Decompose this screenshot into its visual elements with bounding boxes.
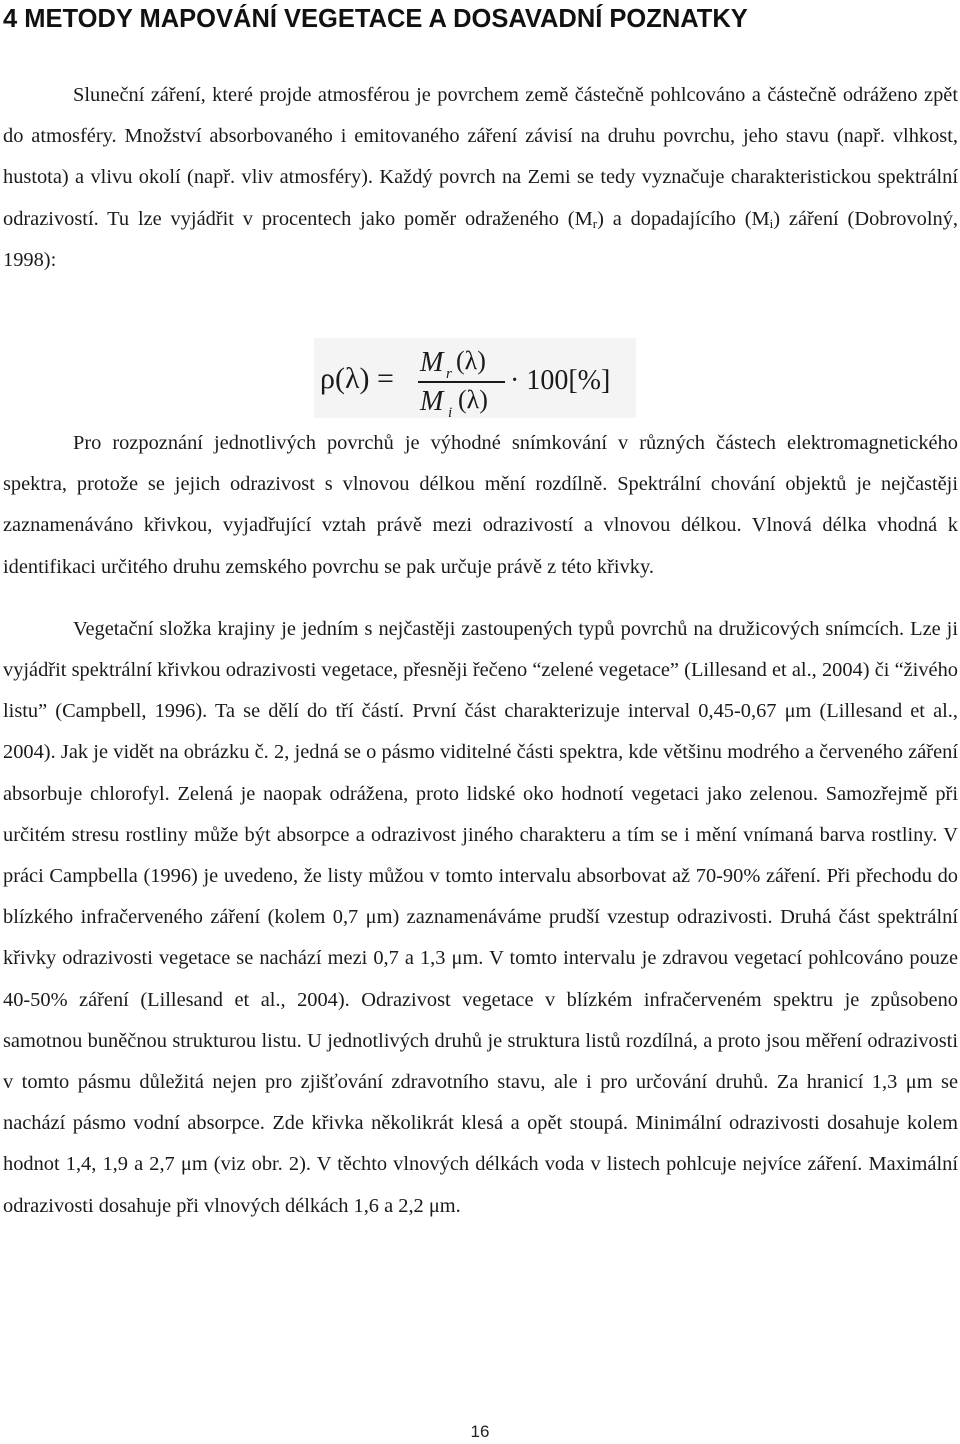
paragraph-text: ) záření (Dobrovolný, 1998):: [3, 207, 958, 271]
subscript-r: r: [592, 215, 598, 231]
formula-numerator-argument: (λ): [456, 346, 486, 375]
paragraph-text: ) a dopadajícího (M: [597, 207, 770, 230]
text-block-main: [3, 423, 958, 1227]
reflectance-formula: [314, 338, 636, 418]
paragraph-multispectral: Pro rozpoznání jednotlivých povrchů je výhodné snímkování v různých částech elektromagnetického spektra, protože se jejich odrazivost s vlnovou délkou mění rozdílně. Spektrální chování objektů je nejčastěji zaznamenáváno křivkou, vyjadřující vztah právě mezi odrazivostí a vlnovou délkou. Vlnová délka vhodná k identifikaci určitého druhu zemského povrchu se pak určuje právě z této křivky.: [3, 432, 958, 578]
paragraph-spectral-reflectance: [3, 75, 958, 281]
formula-denominator-argument: (λ): [458, 385, 488, 414]
paragraph-text: Sluneční záření, které projde atmosférou je povrchem země částečně pohlcováno a částečně odráženo zpět do atmosféry. Množství absorbovaného i emitovaného záření závisí na druhu povrchu, jeho stavu (např. vlhkost, hustota) a vlivu okolí (např. vliv atmosféry). Každý povrch na Zemi se tedy vyznačuje charakteristickou spektrální odrazivostí. Tu lze vyjádřit v procentech jako poměr odraženého (M: [3, 84, 958, 230]
page-number: 16: [470, 1422, 490, 1441]
formula-numerator-subscript: r: [446, 366, 452, 382]
chapter-heading: 4 METODY MAPOVÁNÍ VEGETACE A DOSAVADNÍ POZNATKY: [3, 5, 748, 33]
formula-rhs: · 100[%]: [510, 365, 611, 396]
paragraph-vegetation-curve: Vegetační složka krajiny je jedním s nejčastěji zastoupených typů povrchů na družicových snímcích. Lze ji vyjádřit spektrální křivkou odrazivosti vegetace, přesněji řečeno “zelené vegetace” (Lillesand et al., 2004) či “živého listu” (Campbell, 1996). Ta se dělí do tří částí. První část charakterizuje interval 0,45-0,67 μm (Lillesand et al., 2004). Jak je vidět na obrázku č. 2, jedná se o pásmo viditelné části spektra, kde většinu modrého a červeného záření absorbuje chlorofyl. Zelená je naopak odrážena, proto lidské oko hodnotí vegetaci jako zelenou. Samozřejmě při určitém stresu rostliny může být absorpce a odrazivost jiného charakteru a tím se i mění vnímaná barva rostliny. V práci Campbella (1996) je uvedeno, že listy můžou v tomto intervalu absorbovat až 70-90% záření. Při přechodu do blízkého infračerveného záření (kolem 0,7 μm) zaznamenáváme prudší vzestup odrazivosti. Druhá část spektrální křivky odrazivosti vegetace se nachází mezi 0,7 a 1,3 μm. V tomto intervalu je zdravou vegetací pohlcováno pouze 40-50% záření (Lillesand et al., 2004). Odrazivost vegetace v blízkém infračerveném spektru je způsobeno samotnou buněčnou strukturou listu. U jednotlivých druhů je struktura listů rozdílná, a proto jsou měření odrazivosti v tomto pásmu důležitá nejen pro zjišťování zdravotního stavu, ale i pro určování druhů. Za hranicí 1,3 μm se nachází pásmo vodní absorpce. Zde křivka několikrát klesá a opět stoupá. Minimální odrazivosti dosahuje kolem hodnot 1,4, 1,9 a 2,7 μm (viz obr. 2). V těchto vlnových délkách voda v listech pohlcuje nejvíce záření. Maximální odrazivosti dosahuje při vlnových délkách 1,6 a 2,2 μm.: [3, 617, 958, 1217]
formula-denominator-subscript: i: [448, 405, 453, 418]
formula-numerator-symbol: M: [420, 347, 444, 378]
text-block-intro: [3, 75, 958, 281]
subscript-i: i: [769, 215, 774, 231]
formula-denominator-symbol: M: [420, 386, 444, 417]
formula-lhs: ρ(λ) =: [320, 362, 394, 395]
